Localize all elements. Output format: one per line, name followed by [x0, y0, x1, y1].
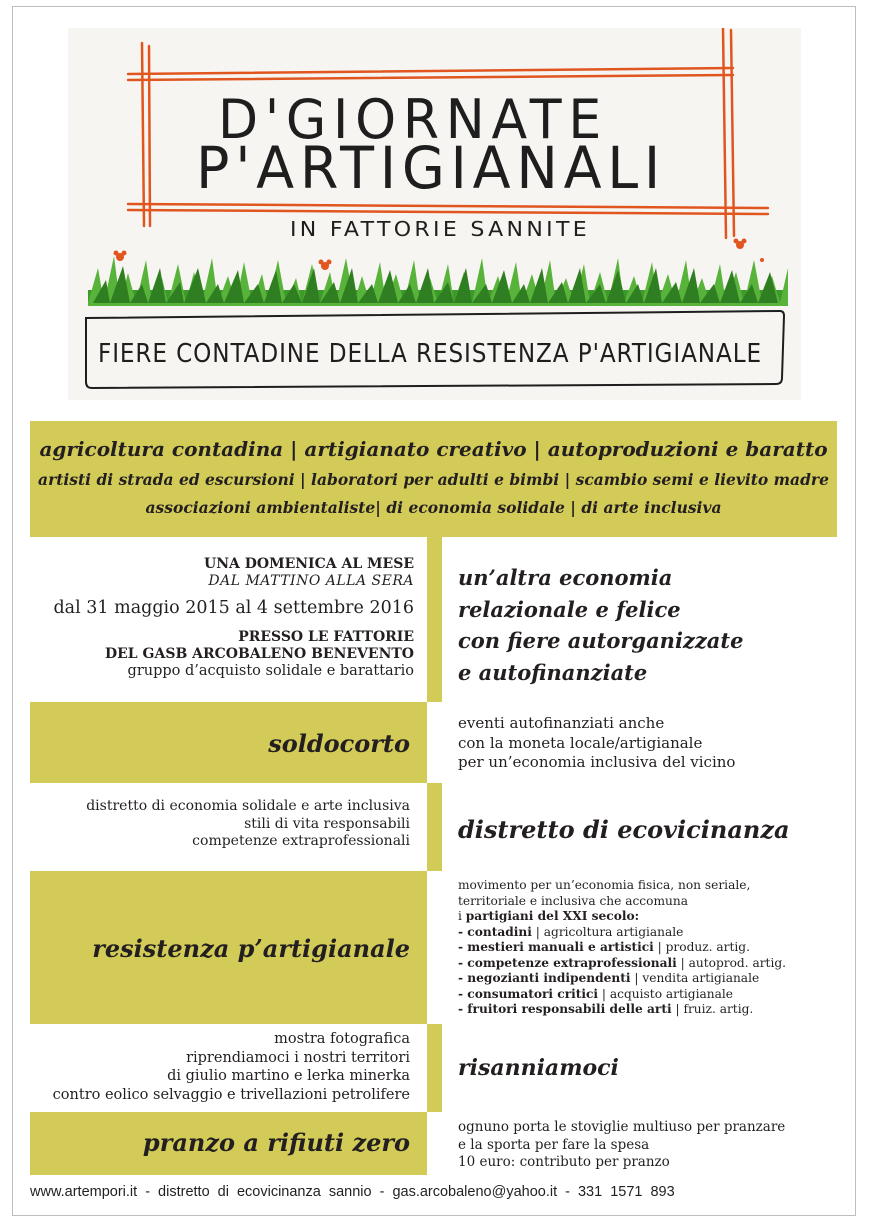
soldocorto-line3: per un’economia inclusiva del vicino: [458, 753, 736, 771]
schedule-line1: UNA DOMENICA AL MESE: [204, 556, 414, 572]
distretto-desc: [30, 798, 410, 851]
economy-line2: relazionale e felice: [458, 596, 681, 622]
economy-line3: con fiere autorganizzate: [458, 628, 744, 653]
contact-footer: www.artempori.it - distretto di ecovicinanza sannio - gas.arcobaleno@yahoo.it - 331 1571 893: [30, 1184, 675, 1200]
pranzo-line3: 10 euro: contributo per pranzo: [458, 1154, 670, 1170]
soldocorto-line1: eventi autofinanziati anche: [458, 714, 665, 732]
place-line3: gruppo d’acquisto solidale e barattario: [127, 663, 414, 679]
resistenza-desc: [458, 878, 836, 1018]
banner-line3: associazioni ambientaliste| di economia solidale | di arte inclusiva: [145, 498, 722, 517]
resistenza-title: resistenza p’artigianale: [92, 934, 410, 963]
divider-block: [427, 537, 442, 702]
list-item: - fruitori responsabili delle arti | fruiz. artig.: [458, 1002, 754, 1016]
mostra-desc: [30, 1030, 410, 1104]
economy-line4: e autofinanziate: [458, 659, 648, 685]
soldocorto-line2: con la moneta locale/artigianale: [458, 733, 703, 752]
distretto-line3: competenze extraprofessionali: [192, 833, 410, 849]
schedule-line2: DAL MATTINO ALLA SERA: [208, 573, 414, 589]
distretto-line1: distretto di economia solidale e arte inclusiva: [86, 798, 410, 814]
pranzo-title: pranzo a rifiuti zero: [142, 1128, 410, 1157]
list-item: - contadini | agricoltura artigianale: [458, 924, 684, 939]
soldocorto-desc: [458, 714, 828, 773]
mostra-line2: riprendiamoci i nostri territori: [186, 1049, 410, 1066]
list-item: - consumatori critici | acquisto artigianale: [458, 986, 733, 1001]
divider-block: [427, 783, 442, 871]
pranzo-line2: e la sporta per fare la spesa: [458, 1136, 650, 1153]
mostra-line3: di giulio martino e lerka minerka: [167, 1068, 410, 1084]
place-line1: PRESSO LE FATTORIE: [238, 629, 414, 645]
mostra-line4: contro eolico selvaggio e trivellazioni petrolifere: [52, 1086, 410, 1103]
banner-line2: artisti di strada ed escursioni | laboratori per adulti e bimbi | scambio semi e lievito madre: [38, 470, 829, 489]
pranzo-desc: [458, 1119, 836, 1172]
economy-block: [458, 562, 828, 688]
place-line2: DEL GASB ARCOBALENO BENEVENTO: [105, 646, 414, 662]
distretto-title: distretto di ecovicinanza: [458, 815, 790, 844]
hero-title-line1: D'GIORNATE: [218, 88, 608, 151]
pranzo-line1: ognuno porta le stoviglie multiuso per pranzare: [458, 1119, 786, 1135]
distretto-line2: stili di vita responsabili: [244, 815, 410, 832]
activities-banner: [30, 421, 837, 537]
schedule-block: [30, 556, 414, 680]
resistenza-intro2: territoriale e inclusiva che accomuna: [458, 893, 688, 908]
list-item: - negozianti indipendenti | vendita artigianale: [458, 971, 760, 985]
schedule-dates: dal 31 maggio 2015 al 4 settembre 2016: [53, 598, 414, 618]
soldocorto-title: soldocorto: [268, 729, 410, 758]
hero-title-line2: P'ARTIGIANALI: [196, 134, 666, 202]
grass-drawing: [88, 256, 788, 306]
hero-subtitle: FIERE CONTADINE DELLA RESISTENZA P'ARTIGIANALE: [98, 339, 762, 369]
banner-line1: agricoltura contadina | artigianato creativo | autoproduzioni e baratto: [39, 437, 828, 461]
resistenza-intro3: i partigiani del XXI secolo:: [458, 909, 640, 923]
list-item: - mestieri manuali e artistici | produz. artig.: [458, 940, 750, 954]
hero-illustration: [68, 28, 801, 400]
resistenza-intro1: movimento per un’economia fisica, non seriale,: [458, 878, 751, 892]
mostra-line1: mostra fotografica: [274, 1031, 410, 1047]
list-item: - competenze extraprofessionali | autoprod. artig.: [458, 955, 787, 970]
divider-block: [427, 1024, 442, 1112]
economy-line1: un’altra economia: [458, 565, 673, 590]
hero-title-line3: IN FATTORIE SANNITE: [290, 217, 590, 241]
mostra-title: risanniamoci: [458, 1055, 619, 1081]
